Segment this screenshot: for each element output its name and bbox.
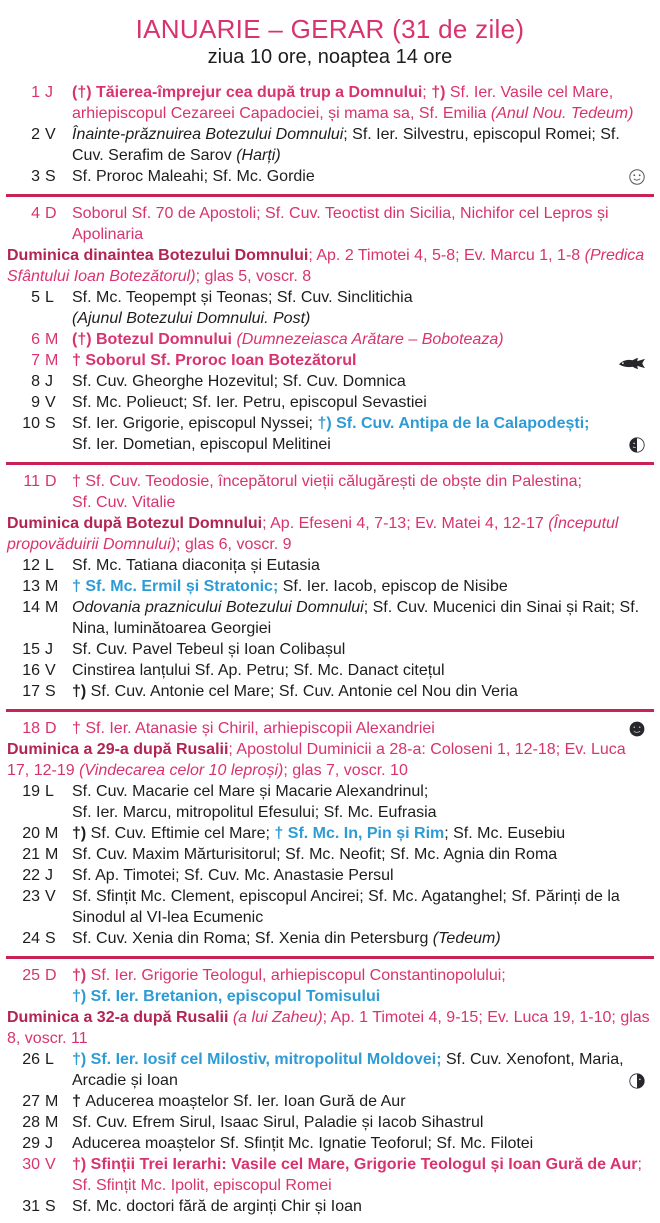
text-segment: Sf. Ier. Iacob, episcop de Nisibe <box>278 578 508 595</box>
text-segment: ; Sf. Ier. Silvestru, episcopul Romei; Sf. Cuv. Serafim de Sarov <box>72 126 620 164</box>
day-of-week: S <box>45 168 56 185</box>
day-number: 6 <box>31 331 40 348</box>
text-segment: Duminica după Botezul Domnului <box>7 515 263 532</box>
day-entry-text <box>63 471 654 513</box>
day-entry-text <box>63 1133 654 1154</box>
calendar-day-row <box>6 639 654 660</box>
last-quarter-moon-icon <box>628 436 646 454</box>
calendar-day-row <box>6 844 654 865</box>
day-entry-text <box>63 928 654 949</box>
day-entry-text <box>63 287 654 329</box>
text-segment: † Soborul Sf. Proroc Ioan Botezătorul <box>72 352 357 369</box>
text-segment: † Sf. Ier. Atanasie și Chiril, arhiepiscopii Alexandriei <box>72 720 435 737</box>
day-of-week: D <box>45 205 57 222</box>
calendar-day-row <box>6 1091 654 1112</box>
text-segment: (Începutul propovăduirii Domnului) <box>7 515 619 553</box>
text-segment: Sf. Cuv. Antonie cel Mare; Sf. Cuv. Antonie cel Nou din Veria <box>90 683 518 700</box>
text-segment: (Vindecarea celor 10 leproși) <box>79 762 284 779</box>
day-entry-text <box>63 597 654 639</box>
day-number: 5 <box>31 289 40 306</box>
text-segment: † Sf. Mc. In, Pin și Rim <box>274 825 445 842</box>
text-segment: ; <box>422 84 432 101</box>
day-number: 7 <box>31 352 40 369</box>
day-of-week: V <box>45 394 56 411</box>
calendar-day-row <box>6 471 654 513</box>
day-number: 10 <box>22 415 40 432</box>
day-entry-text <box>63 124 654 166</box>
day-number: 2 <box>31 126 40 143</box>
calendar-day-row <box>6 1049 654 1091</box>
day-number: 12 <box>22 557 40 574</box>
text-segment: (†) Tăierea-împrejur cea după trup a Domnului <box>72 84 423 101</box>
text-segment: Sf. Mc. Polieuct; Sf. Ier. Petru, episcopul Sevastiei <box>72 394 427 411</box>
calendar-rows <box>6 82 654 1217</box>
day-entry-text <box>63 555 654 576</box>
day-number: 20 <box>22 825 40 842</box>
text-segment: Sf. Mc. Teopempt și Teonas; Sf. Cuv. Sinclitichia <box>72 289 413 306</box>
text-segment: † Sf. Mc. Ermil și Stratonic; <box>72 578 279 595</box>
day-entry-text <box>63 781 654 823</box>
text-segment: (Ajunul Botezului Domnului. Post) <box>72 310 311 327</box>
text-segment: Sf. Ap. Timotei; Sf. Cuv. Mc. Anastasie Persul <box>72 867 394 884</box>
day-of-week: J <box>45 373 53 390</box>
day-number: 28 <box>22 1114 40 1131</box>
text-segment: Sf. Ier. Dometian, episcopul Melitinei <box>72 436 331 453</box>
day-entry-text <box>63 1196 654 1217</box>
calendar-day-row <box>6 555 654 576</box>
day-of-week: J <box>45 641 53 658</box>
text-segment: ; Ap. Efeseni 4, 7-13; Ev. Matei 4, 12-17 <box>262 515 549 532</box>
calendar-day-row <box>6 392 654 413</box>
text-segment: Sf. Cuv. Xenia din Roma; Sf. Xenia din Petersburg <box>72 930 433 947</box>
day-entry-text <box>63 392 654 413</box>
day-of-week: L <box>45 557 54 574</box>
text-segment: Sf. Ier. Vasile cel Mare, arhiepiscopul Cezareei Capadociei, și mama sa, Sf. Emilia <box>72 84 614 122</box>
day-number: 19 <box>22 783 40 800</box>
day-entry-text <box>63 203 654 245</box>
text-segment: †) Sf. Cuv. Antipa de la Calapodești; <box>317 415 590 432</box>
day-number: 3 <box>31 168 40 185</box>
day-of-week: S <box>45 930 56 947</box>
full-moon-face-icon <box>628 168 646 186</box>
text-segment: †) Sf. Ier. Iosif cel Milostiv, mitropolitul Moldovei; <box>72 1051 442 1068</box>
day-entry-text <box>63 576 654 597</box>
text-segment: †) <box>431 84 446 101</box>
day-number: 1 <box>31 84 40 101</box>
day-number: 27 <box>22 1093 40 1110</box>
day-entry-text <box>63 82 654 124</box>
text-segment: ; glas 6, voscr. 9 <box>175 536 292 553</box>
day-number: 11 <box>23 473 40 490</box>
day-entry-text <box>63 413 654 455</box>
section-divider <box>6 462 654 465</box>
day-entry-text <box>63 1049 654 1091</box>
day-entry-text <box>63 639 654 660</box>
day-of-week: M <box>45 331 59 348</box>
day-of-week: J <box>45 867 53 884</box>
calendar-day-row <box>6 576 654 597</box>
day-of-week: V <box>45 126 56 143</box>
text-segment: Duminica a 32-a după Rusalii <box>7 1009 233 1026</box>
day-number: 25 <box>22 967 40 984</box>
calendar-day-row <box>6 865 654 886</box>
text-segment: ; Sf. Cuv. Mucenici din Sinai și Rait; Sf. Nina, luminătoarea Georgiei <box>72 599 640 637</box>
calendar-day-row <box>6 823 654 844</box>
text-segment: Sf. Ier. Grigorie, episcopul Nyssei; <box>72 415 318 432</box>
day-number: 26 <box>22 1051 40 1068</box>
calendar-day-row <box>6 203 654 245</box>
day-of-week: M <box>45 1114 59 1131</box>
day-of-week: M <box>45 352 59 369</box>
day-entry-text <box>63 718 654 739</box>
day-entry-text <box>63 329 654 350</box>
text-segment: Sf. Mc. Tatiana diaconița și Eutasia <box>72 557 320 574</box>
day-entry-text <box>63 886 654 928</box>
first-quarter-moon-icon <box>628 1072 646 1090</box>
day-entry-text <box>63 865 654 886</box>
day-number: 16 <box>22 662 40 679</box>
calendar-day-row <box>6 681 654 702</box>
text-segment: (Predica Sfântului Ioan Botezătorul) <box>7 247 645 285</box>
text-segment: Sf. Cuv. Macarie cel Mare și Macarie Alexandrinul; <box>72 783 429 800</box>
calendar-day-row <box>6 166 654 187</box>
day-of-week: L <box>45 1051 54 1068</box>
day-of-week: D <box>45 720 57 737</box>
day-entry-text <box>63 681 654 702</box>
day-number: 9 <box>31 394 40 411</box>
text-segment: Sf. Cuv. Efrem Sirul, Isaac Sirul, Paladie și Iacob Sihastrul <box>72 1114 484 1131</box>
day-of-week: L <box>45 783 54 800</box>
text-segment: Duminica a 29-a după Rusalii <box>7 741 229 758</box>
text-segment: Aducerea moaștelor Sf. Sfințit Mc. Ignatie Teoforul; Sf. Mc. Filotei <box>72 1135 534 1152</box>
text-segment: (Harți) <box>236 147 281 164</box>
text-segment: Aducerea moaștelor Sf. Ier. Ioan Gură de Aur <box>85 1093 406 1110</box>
day-night-hours: ziua 10 ore, noaptea 14 ore <box>207 46 453 68</box>
text-segment: Sf. Sfințit Mc. Clement, episcopul Ancirei; Sf. Mc. Agatanghel; Sf. Părinți de la Sinodul al VI-lea Ecumenic <box>72 888 620 926</box>
day-number: 8 <box>31 373 40 390</box>
day-entry-text <box>63 371 654 392</box>
text-segment: Sf. Proroc Maleahi; Sf. Mc. Gordie <box>72 168 315 185</box>
sunday-reading <box>6 245 654 287</box>
sunday-reading <box>6 1007 654 1049</box>
day-of-week: V <box>45 662 56 679</box>
text-segment: †) <box>72 825 91 842</box>
text-segment: Soborul Sf. 70 de Apostoli; Sf. Cuv. Teoctist din Sicilia, Nichifor cel Lepros și Apolinaria <box>72 205 609 243</box>
text-segment: †) <box>72 967 91 984</box>
calendar-day-row <box>6 1154 654 1196</box>
text-segment: (Dumnezeiasca Arătare – Boboteaza) <box>236 331 504 348</box>
calendar-day-row <box>6 1133 654 1154</box>
day-entry-text <box>63 350 654 371</box>
day-number: 21 <box>22 846 40 863</box>
calendar-day-row <box>6 350 654 371</box>
text-segment: Înainte-prăznuirea Botezului Domnului <box>72 126 344 143</box>
day-of-week: S <box>45 683 56 700</box>
calendar-day-row <box>6 928 654 949</box>
text-segment: (†) Botezul Domnului <box>72 331 237 348</box>
text-segment: Sf. Cuv. Eftimie cel Mare; <box>90 825 275 842</box>
text-segment: Duminica dinaintea Botezului Domnului <box>7 247 309 264</box>
fish-icon <box>618 357 646 370</box>
day-of-week: J <box>45 1135 53 1152</box>
text-segment: ; Ap. 2 Timotei 4, 5-8; Ev. Marcu 1, 1-8 <box>308 247 585 264</box>
day-entry-text <box>63 823 654 844</box>
day-of-week: M <box>45 578 59 595</box>
day-of-week: S <box>45 415 56 432</box>
day-of-week: V <box>45 888 56 905</box>
text-segment: † Sf. Cuv. Teodosie, începătorul vieții călugărești de obște din Palestina; <box>72 473 582 490</box>
text-segment: ; Sf. Mc. Eusebiu <box>444 825 566 842</box>
text-segment: † <box>72 1093 86 1110</box>
text-segment: †) Sfinții Trei Ierarhi: Vasile cel Mare, Grigorie Teologul și Ioan Gură de Aur <box>72 1156 638 1173</box>
day-of-week: D <box>45 473 57 490</box>
text-segment: Sf. Mc. doctori fără de arginți Chir și Ioan <box>72 1198 362 1215</box>
text-segment: Cinstirea lanțului Sf. Ap. Petru; Sf. Mc. Danact citețul <box>72 662 445 679</box>
day-number: 31 <box>22 1198 40 1215</box>
day-of-week: V <box>45 1156 56 1173</box>
day-entry-text <box>63 1091 654 1112</box>
calendar-day-row <box>6 597 654 639</box>
day-entry-text <box>63 965 654 1007</box>
day-number: 29 <box>22 1135 40 1152</box>
text-segment: Odovania praznicului Botezului Domnului <box>72 599 364 616</box>
text-segment: Sf. Cuv. Xenofont, Maria, Arcadie și Ioan <box>72 1051 624 1089</box>
day-number: 30 <box>22 1156 40 1173</box>
calendar-day-row <box>6 660 654 681</box>
month-title: IANUARIE – GERAR (31 de zile) <box>135 14 525 44</box>
text-segment: ; Apostolul Duminicii a 28-a: Coloseni 1, 12-18; Ev. Luca 17, 12-19 <box>7 741 626 779</box>
day-number: 23 <box>22 888 40 905</box>
text-segment: (Tedeum) <box>432 930 501 947</box>
day-number: 4 <box>31 205 40 222</box>
calendar-day-row <box>6 329 654 350</box>
day-of-week: L <box>45 289 54 306</box>
day-number: 17 <box>22 683 40 700</box>
calendar-day-row <box>6 124 654 166</box>
text-segment: Sf. Ier. Marcu, mitropolitul Efesului; Sf. Mc. Eufrasia <box>72 804 437 821</box>
section-divider <box>6 194 654 197</box>
text-segment: Sf. Cuv. Gheorghe Hozevitul; Sf. Cuv. Domnica <box>72 373 406 390</box>
text-segment: Sf. Cuv. Vitalie <box>72 494 176 511</box>
day-of-week: J <box>45 84 53 101</box>
section-divider <box>6 956 654 959</box>
text-segment: ; Sf. Sfințit Mc. Ipolit, episcopul Romei <box>72 1156 642 1194</box>
day-of-week: D <box>45 967 57 984</box>
day-entry-text <box>63 1154 654 1196</box>
text-segment: Sf. Cuv. Maxim Mărturisitorul; Sf. Mc. Neofit; Sf. Mc. Agnia din Roma <box>72 846 558 863</box>
text-segment: †) <box>72 683 91 700</box>
calendar-day-row <box>6 287 654 329</box>
sunday-reading <box>6 513 654 555</box>
day-number: 24 <box>22 930 40 947</box>
text-segment: †) Sf. Ier. Bretanion, episcopul Tomisului <box>72 988 381 1005</box>
calendar-day-row <box>6 1196 654 1217</box>
day-entry-text <box>63 166 654 187</box>
calendar-day-row <box>6 718 654 739</box>
day-number: 13 <box>22 578 40 595</box>
calendar-day-row <box>6 371 654 392</box>
day-of-week: M <box>45 1093 59 1110</box>
day-of-week: M <box>45 846 59 863</box>
text-segment: ; Ap. 1 Timotei 4, 9-15; Ev. Luca 19, 1-10; glas 8, voscr. 11 <box>7 1009 650 1047</box>
calendar-day-row <box>6 965 654 1007</box>
text-segment: Sf. Cuv. Pavel Tebeul și Ioan Colibașul <box>72 641 346 658</box>
day-entry-text <box>63 844 654 865</box>
day-number: 18 <box>22 720 40 737</box>
text-segment: ; glas 7, voscr. 10 <box>283 762 408 779</box>
text-segment: ; glas 5, voscr. 8 <box>195 268 312 285</box>
day-entry-text <box>63 660 654 681</box>
new-moon-icon <box>628 720 646 738</box>
calendar-day-row <box>6 82 654 124</box>
calendar-day-row <box>6 1112 654 1133</box>
calendar-day-row <box>6 413 654 455</box>
text-segment: (a lui Zaheu) <box>232 1009 323 1026</box>
sunday-reading <box>6 739 654 781</box>
day-number: 22 <box>22 867 40 884</box>
day-entry-text <box>63 1112 654 1133</box>
day-of-week: M <box>45 599 59 616</box>
text-segment: Sf. Ier. Grigorie Teologul, arhiepiscopul Constantinopolului; <box>90 967 506 984</box>
day-number: 15 <box>22 641 40 658</box>
text-segment: (Anul Nou. Tedeum) <box>490 105 634 122</box>
calendar-day-row <box>6 886 654 928</box>
day-number: 14 <box>22 599 40 616</box>
calendar-day-row <box>6 781 654 823</box>
day-of-week: S <box>45 1198 56 1215</box>
section-divider <box>6 709 654 712</box>
day-of-week: M <box>45 825 59 842</box>
